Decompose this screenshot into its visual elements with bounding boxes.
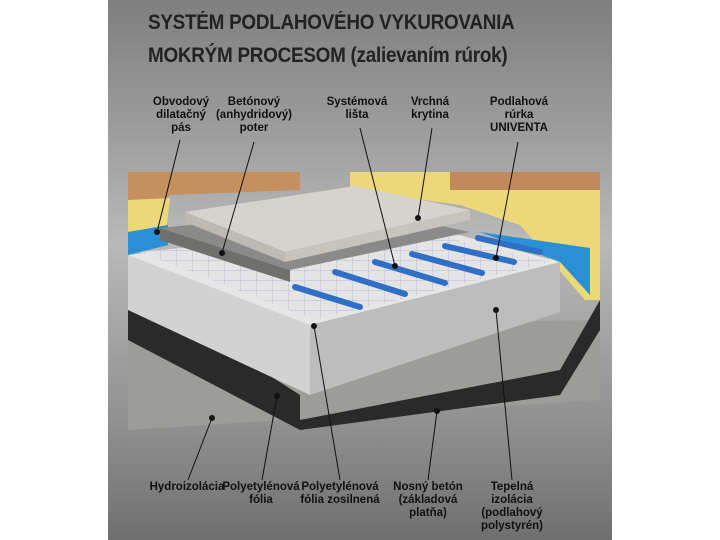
label-base-concrete: Nosný betón (základová platňa)	[393, 481, 463, 519]
label-screed: Betónový (anhydridový) poter	[215, 96, 293, 134]
label-heating-pipe: Podlahová rúrka UNIVENTA	[489, 96, 549, 134]
title-line-2: MOKRÝM PROCESOM (zalievaním rúrok)	[148, 44, 508, 67]
label-thermal-insulation: Tepelná izolácia (podlahový polystyrén)	[481, 481, 543, 532]
label-reinforced-pe-foil: Polyetylénová fólia zosilnená	[300, 481, 380, 506]
back-wall-top	[450, 172, 600, 190]
title-line-1: SYSTÉM PODLAHOVÉHO VYKUROVANIA	[148, 11, 515, 34]
label-floor-cover: Vrchná krytina	[410, 96, 450, 121]
leader-concrete	[428, 411, 437, 480]
label-pe-foil: Polyetylénová fólia	[222, 481, 300, 506]
leader-waterproofing	[188, 418, 212, 480]
label-system-rail: Systémová lišta	[326, 96, 388, 121]
label-waterproofing: Hydroizolácia	[149, 481, 225, 493]
label-edge-strip: Obvodový dilatačný pás	[152, 96, 210, 134]
